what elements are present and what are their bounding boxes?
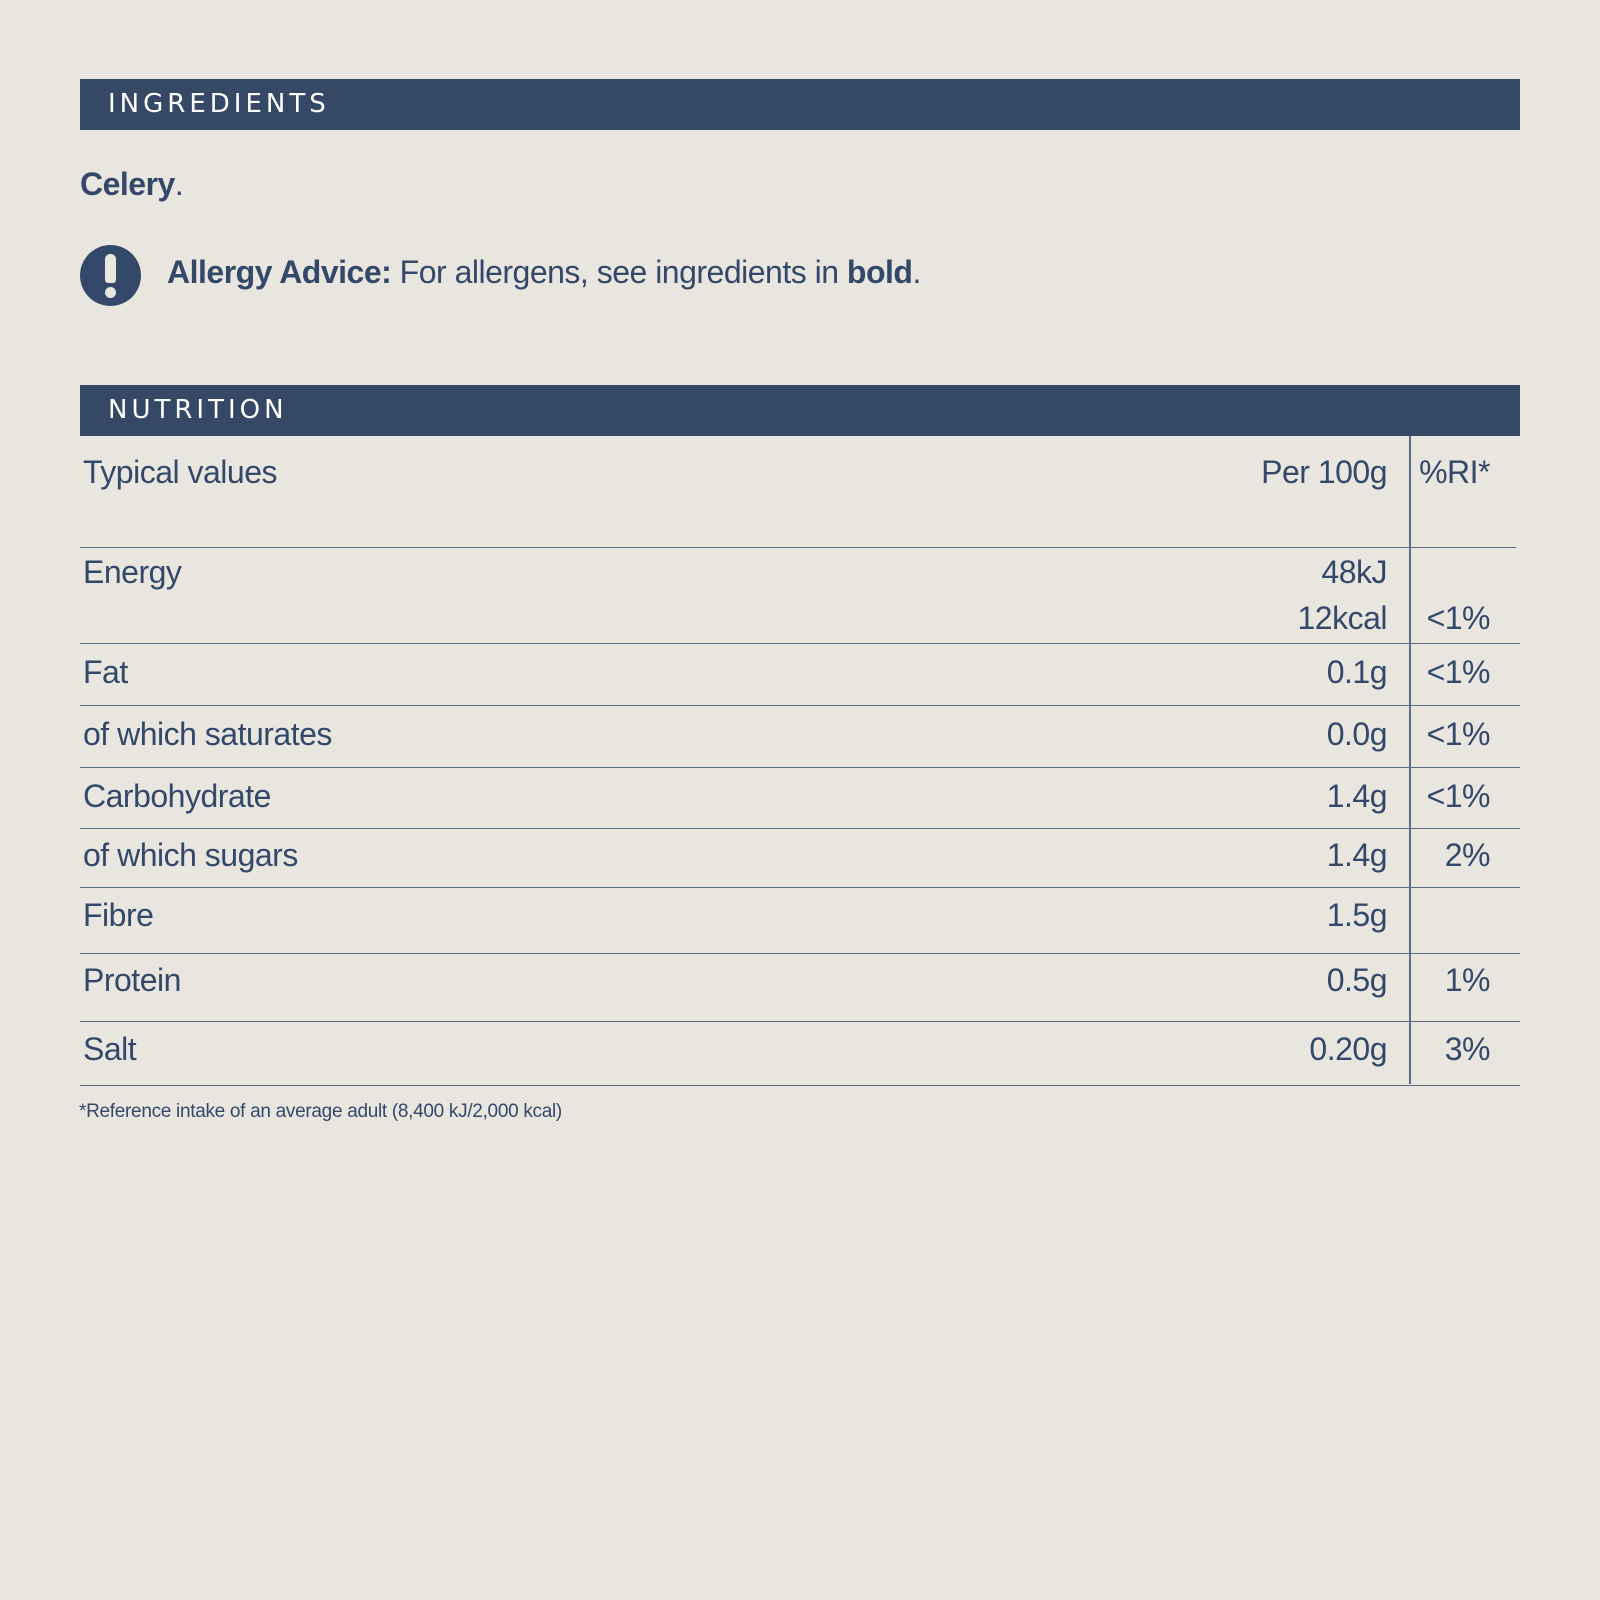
nutrient-label: Protein xyxy=(83,962,181,998)
per-100g-header: Per 100g xyxy=(1261,454,1387,490)
table-header-row xyxy=(80,436,1516,548)
nutrient-label: Energy xyxy=(83,554,182,590)
allergy-advice-label: Allergy Advice: xyxy=(167,254,392,290)
table-row xyxy=(80,829,1520,888)
nutrient-value: 0.20g xyxy=(1309,1031,1387,1067)
nutrient-label: Fibre xyxy=(83,897,154,933)
table-row xyxy=(80,706,1520,768)
table-row xyxy=(80,1022,1520,1086)
nutrient-value: 0.0g xyxy=(1326,716,1387,752)
nutrient-label: Fat xyxy=(83,654,128,690)
allergy-advice-text: For allergens, see ingredients in xyxy=(391,254,847,290)
allergy-advice-end: . xyxy=(912,254,921,290)
nutrition-table xyxy=(80,436,1520,1086)
nutrient-ri: <1% xyxy=(1426,600,1490,636)
nutrient-label: Carbohydrate xyxy=(83,778,271,814)
allergy-bold-word: bold xyxy=(846,254,913,290)
nutrition-heading: NUTRITION xyxy=(80,385,1520,436)
table-row xyxy=(80,954,1520,1022)
table-row xyxy=(80,644,1520,706)
ingredients-heading: INGREDIENTS xyxy=(80,79,1520,130)
reference-intake-footnote: *Reference intake of an average adult (8,400 kJ/2,000 kcal) xyxy=(79,1101,562,1122)
nutrient-label: of which saturates xyxy=(83,716,332,752)
nutrient-ri: <1% xyxy=(1426,778,1490,814)
nutrient-ri: 3% xyxy=(1444,1031,1490,1067)
nutrient-value-secondary: 12kcal xyxy=(1297,600,1387,636)
nutrient-ri: <1% xyxy=(1426,716,1490,752)
exclamation-circle-icon xyxy=(80,245,141,306)
table-row xyxy=(80,888,1520,954)
typical-values-header: Typical values xyxy=(83,454,277,490)
nutrient-label: of which sugars xyxy=(83,837,298,873)
table-row xyxy=(80,548,1520,644)
ingredients-list xyxy=(80,166,183,203)
allergy-advice xyxy=(167,254,921,291)
nutrient-value: 1.4g xyxy=(1326,837,1387,873)
nutrient-value: 0.5g xyxy=(1326,962,1387,998)
nutrient-value: 1.4g xyxy=(1326,778,1387,814)
nutrient-ri: <1% xyxy=(1426,654,1490,690)
nutrient-value: 1.5g xyxy=(1326,897,1387,933)
ri-header: %RI* xyxy=(1419,454,1490,490)
nutrient-ri: 1% xyxy=(1444,962,1490,998)
nutrient-label: Salt xyxy=(83,1031,137,1067)
ingredient-celery: Celery xyxy=(80,166,175,202)
table-row xyxy=(80,768,1520,829)
nutrient-ri: 2% xyxy=(1444,837,1490,873)
nutrient-value: 48kJ xyxy=(1321,554,1387,590)
nutrient-value: 0.1g xyxy=(1326,654,1387,690)
ingredients-period: . xyxy=(174,166,184,202)
